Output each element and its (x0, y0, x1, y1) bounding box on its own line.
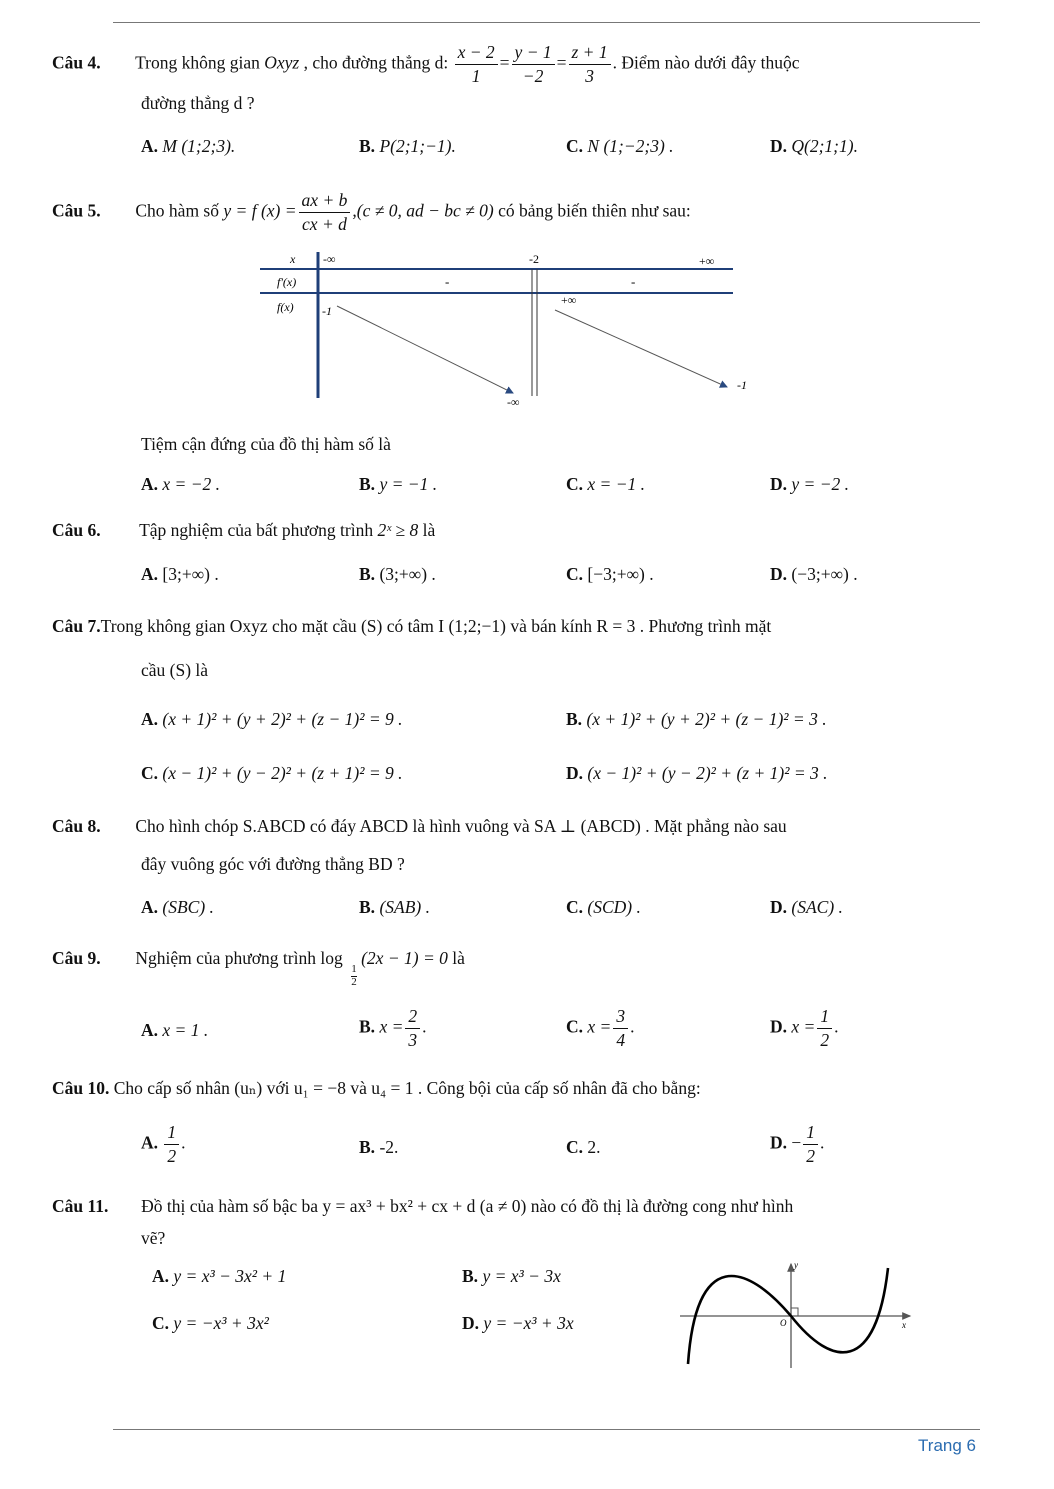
question-text: Cho hình chóp S.ABCD có đáy ABCD là hình vuông và SA ⊥ (ABCD) . Mặt phẳng nào sau (135, 816, 787, 836)
question-text: có bảng biến thiên như sau: (498, 200, 691, 221)
f-value: -1 (322, 304, 332, 318)
option-b: B. x = $\frac{2}{3}$ . (359, 1006, 427, 1050)
option-c: C. [−3;+∞) . (566, 564, 654, 584)
x-value: +∞ (699, 254, 715, 268)
question-text: . Điểm nào dưới đây thuộc (612, 52, 800, 73)
decreasing-arrow (337, 306, 513, 393)
question-number: Câu 7. (52, 616, 101, 636)
question-text: Cho cấp số nhân (uₙ) với u₁ = −8 và u₄ = 1 . Công bội của cấp số nhân đã cho bằng: (113, 1078, 701, 1098)
question-text-line2: vẽ? (141, 1228, 166, 1248)
question-7 (52, 618, 771, 636)
condition: ,(c ≠ 0, ad − bc ≠ 0) (352, 200, 494, 221)
derivative-sign: - (631, 274, 636, 289)
option-a: A. x = 1 . (141, 1020, 209, 1040)
f-value: +∞ (561, 293, 577, 307)
question-text: Trong không gian Oxyz cho mặt cầu (S) có tâm I (1;2;−1) và bán kính R = 3 . Phương trình mặt (100, 616, 772, 636)
bottom-rule (113, 1429, 980, 1430)
option-a: A. y = x³ − 3x² + 1 (152, 1266, 287, 1286)
cubic-graph (680, 1258, 920, 1370)
fraction: $\frac{ax + b}{cx + d}$ (299, 192, 351, 233)
question-text: Trong không gian (135, 52, 260, 73)
option-a: A. (SBC) . (141, 897, 214, 917)
f-label: f(x) (277, 300, 294, 314)
y-axis-label: y (794, 1260, 798, 1270)
question-text: Cho hàm số (135, 200, 219, 221)
question-11 (52, 1198, 793, 1216)
decreasing-arrow (555, 310, 727, 387)
option-a: A. M (1;2;3). (141, 136, 236, 156)
option-d: D. y = −2 . (770, 474, 850, 494)
page-number: Trang 6 (918, 1436, 976, 1455)
option-b: B. (SAB) . (359, 897, 430, 917)
question-number: Câu 6. (52, 520, 101, 540)
fraction: $\frac{y - 1}{-2}$ (512, 44, 555, 85)
option-c: C. (SCD) . (566, 897, 641, 917)
option-d: D. x = $\frac{1}{2}$ . (770, 1006, 839, 1050)
option-c: C. x = $\frac{3}{4}$ . (566, 1006, 635, 1050)
option-b: B. (3;+∞) . (359, 564, 436, 584)
question-text: Tập nghiệm của bất phương trình (139, 520, 374, 540)
option-d: D. (SAC) . (770, 897, 843, 917)
option-d: D. (x − 1)² + (y − 2)² + (z + 1)² = 3 . (566, 763, 828, 783)
x-label: x (290, 252, 296, 266)
option-a: A. (x + 1)² + (y + 2)² + (z − 1)² = 9 . (141, 709, 403, 729)
question-text: Đồ thị của hàm số bậc ba y = ax³ + bx² + cx + d (a ≠ 0) nào có đồ thị là đường cong như hình (141, 1196, 794, 1216)
space-name: Oxyz (264, 52, 300, 73)
option-c: C. N (1;−2;3) . (566, 136, 674, 156)
option-a: A. x = −2 . (141, 474, 221, 494)
question-text: là (452, 948, 465, 968)
question-number: Câu 8. (52, 816, 101, 836)
question-text: , cho đường thẳng d: (303, 52, 449, 73)
x-axis-label: x (902, 1320, 906, 1330)
question-text-line2: đây vuông góc với đường thẳng BD ? (141, 854, 405, 874)
question-text-line2: cầu (S) là (141, 660, 209, 680)
question-6 (52, 522, 435, 540)
option-d: D. − $\frac{1}{2}$ . (770, 1122, 825, 1166)
question-number: Câu 10. (52, 1078, 110, 1098)
option-b: B. P(2;1;−1). (359, 136, 456, 156)
origin-label: O (780, 1318, 787, 1328)
question-9: Câu 9. Nghiệm của phương trình log 1 2 (2x − 1) = 0 là (52, 948, 465, 988)
option-b: B. -2. (359, 1137, 399, 1157)
variation-table (255, 248, 745, 413)
question-number: Câu 11. (52, 1196, 109, 1216)
fraction: $\frac{z + 1}{3}$ (569, 44, 611, 85)
option-c: C. x = −1 . (566, 474, 646, 494)
f-value: -1 (737, 378, 747, 392)
fraction: $\frac{x - 2}{1}$ (455, 44, 498, 85)
x-value: -2 (529, 252, 539, 266)
question-8 (52, 818, 787, 836)
option-d: D. y = −x³ + 3x (462, 1313, 574, 1333)
x-value: -∞ (323, 252, 336, 266)
question-text: là (422, 520, 436, 540)
question-number: Câu 9. (52, 948, 101, 968)
f-value: -∞ (507, 395, 520, 409)
question-5 (52, 192, 691, 233)
question-text-line2: đường thẳng d ? (141, 93, 255, 113)
question-5-ask: Tiệm cận đứng của đồ thị hàm số là (141, 434, 391, 454)
option-b: B. y = x³ − 3x (462, 1266, 561, 1286)
option-c: C. (x − 1)² + (y − 2)² + (z + 1)² = 9 . (141, 763, 403, 783)
dashed-guide (791, 1308, 798, 1316)
formula: y = f (x) = (223, 200, 297, 221)
option-a: A. $\frac{1}{2}$ . (141, 1122, 186, 1166)
derivative-sign: - (445, 274, 450, 289)
option-b: B. (x + 1)² + (y + 2)² + (z − 1)² = 3 . (566, 709, 827, 729)
question-4: Câu 4. Trong không gian Oxyz , cho đường thẳng d: $\frac{x - 2}{1}$ = $\frac{y - 1}{-2}$ = $\frac{z + 1}{3}$ . Điểm nào dưới đây thuộc (52, 42, 800, 86)
inequality: 2ˣ ≥ 8 (377, 520, 419, 540)
option-c: C. y = −x³ + 3x² (152, 1313, 269, 1333)
question-text: Nghiệm của phương trình (135, 948, 316, 968)
question-10 (52, 1080, 701, 1098)
top-rule (113, 22, 980, 23)
option-b: B. y = −1 . (359, 474, 438, 494)
fprime-label: f'(x) (277, 275, 297, 289)
log-expression: log 1 2 (320, 948, 357, 988)
option-d: D. (−3;+∞) . (770, 564, 858, 584)
option-a: A. [3;+∞) . (141, 564, 219, 584)
option-c: C. 2. (566, 1137, 601, 1157)
option-d: D. Q(2;1;1). (770, 136, 858, 156)
question-number: Câu 5. (52, 200, 101, 221)
question-number: Câu 4. (52, 52, 101, 73)
